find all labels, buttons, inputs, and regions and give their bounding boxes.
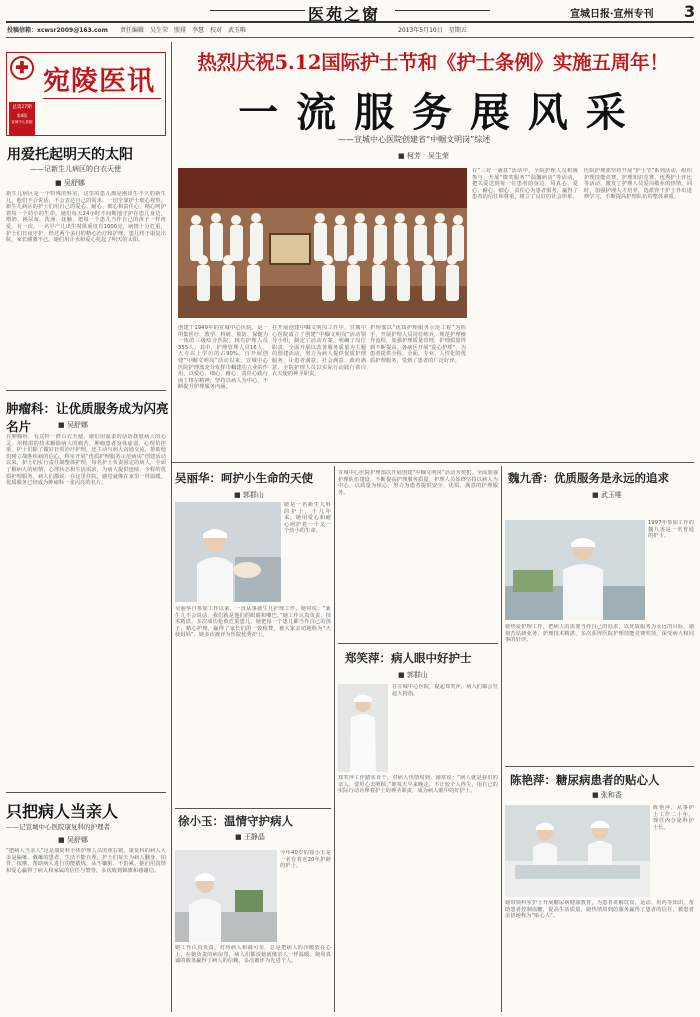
issue-line2: 宣城中心医院 xyxy=(11,120,33,124)
mid-divider xyxy=(334,466,335,1012)
section-title: 医苑之窗 xyxy=(308,5,381,24)
col3-article-byline: ■ 郭群山 xyxy=(398,671,428,679)
right-article-2-body: 她带领科室护士开展糖尿病健康教育，为患者讲解饮食、运动、用药等知识，帮助患者控制血糖，提高生活质量。她热情周到的服务赢得了患者的信任，被患者亲切地称为“贴心人”。 xyxy=(505,900,694,920)
right-article-2-title: 陈艳萍：糖尿病患者的贴心人 xyxy=(510,773,660,787)
main-body-5: 医院护理部坚持开展“护士节”系列活动，组织护理技能竞赛、护理知识竞赛、优秀护士评比等活动，激发了护理人员爱岗敬业的热情。同时，加强护理人才培养，选派骨干护士外出进修学习，不断提高护理队伍的整体素质。 xyxy=(584,168,692,201)
logo-title: 宛陵医讯 xyxy=(43,66,155,97)
mid-article-1-author: 郭群山 xyxy=(242,491,264,499)
mid-article-1-body: 吴丽华自参加工作以来，一直从事新生儿护理工作。她常说：“新生儿不会说话，我们就是他们的眼睛和嘴巴。”她工作认真负责，技术精湛，多次成功抢救危重患儿。她把每一个患儿都当作自己的孩子，精心护理，赢得了家长们的一致称赞，被大家亲切地称为“天使妈妈”。她多次被评为医院优秀护士。 xyxy=(175,606,331,639)
mid-article-1-byline: ■ 郭群山 xyxy=(234,491,264,499)
mid-photo-2 xyxy=(175,850,277,942)
main-body-3: 护理部以“优质护理服务示范工程”为抓手，开展护理人员岗位练兵，规范护理操作流程，加强护理质量管理，护理质量得到不断提高。各病区开展“爱心护理”，为患者提供全程、全面、专业、人性化的优质护理服务，受到了患者的广泛好评。 xyxy=(370,325,466,364)
mid-article-2-author: 王静晶 xyxy=(243,833,265,841)
article-1-subtitle: ——记新生儿病区的白衣天使 xyxy=(30,165,121,173)
left-rule-1 xyxy=(6,390,166,391)
article-3-body: “把病人当亲人”这是康复科全体护理人员的座右铭。康复科的病人大多是偏瘫、截瘫的患者，生活不能自理，护士们每天为病人翻身、拍背、按摩，帮助病人进行功能锻炼，从不嫌脏、不怕累。她们用真情和爱心赢得了病人和家属的信任与赞誉，多次收到锦旗和感谢信。 xyxy=(6,848,166,874)
col3-divider xyxy=(501,466,502,1012)
left-rule-2 xyxy=(6,792,166,793)
nurse-at-desk-illustration xyxy=(175,850,277,942)
main-body-1: 创建于1949年的宣城中心医院，是一所集医疗、教学、科研、预防、保健为一体的三级综合医院。现有护理人员355人，其中，护理管理人员16人，大专以上学历的占90%。自开展创建“中帼文明岗”活动以来，宣城中心医院护理部充分发挥巾帼建功立业的作用，以爱心、细心、耐心、责任心践行南丁格尔精神，坚持以病人为中心，不断提升护理服务内涵。 xyxy=(178,325,268,391)
article-1-byline: ■ 吴舒娜 xyxy=(55,179,85,187)
article-2-author: 吴舒娜 xyxy=(66,421,88,429)
article-3-author: 吴舒娜 xyxy=(66,836,88,844)
col3-article-author: 郭群山 xyxy=(406,671,428,679)
col3-rule xyxy=(338,643,498,644)
main-author: 柯芳 吴生荣 xyxy=(406,152,449,160)
section-rule-right xyxy=(395,10,490,11)
article-2-byline: ■ 吴舒娜 xyxy=(58,421,88,429)
mid-rule xyxy=(175,808,331,809)
right-photo-1 xyxy=(505,520,645,620)
article-3-subtitle: ——记宣城中心医院康复科的护理者 xyxy=(6,823,110,831)
right-article-2-byline: ■ 张和香 xyxy=(592,791,622,799)
group-photo xyxy=(178,168,467,318)
col3-photo xyxy=(338,684,388,772)
mid-article-2-byline: ■ 王静晶 xyxy=(235,833,265,841)
main-body-2: 在开展创建中帼文明岗工作中，宣城中心医院成立了创建“中帼文明岗”活动领导小组，制定了活动方案，明确了岗位职责，全面开展以改善服务质量为主题的创建活动，努力为病人提供优质护理服务，让患者满意、社会满意、政府满意。全院护理人员以实际行动践行着白衣天使的神圣职责。 xyxy=(272,325,366,378)
nurse-with-baby-illustration xyxy=(175,502,281,602)
right-photo-2 xyxy=(505,805,650,897)
column-divider xyxy=(171,42,172,1012)
mid-article-1-lead: 她是一名新生儿科的护士，十几年来，她用爱心和耐心呵护着一个又一个幼小的生命。 xyxy=(284,502,331,535)
article-2-body: 在肿瘤科，有这样一群白衣天使，她们用温柔的话语抚慰病人的心灵，用精湛的技术解除病人的痛苦。肿瘤患者身体虚弱，心理负担重，护士们除了做好日常治疗护理，还主动与病人沟通交流，帮助他们树立战胜疾病的信心。科室开展“优质护理服务示范病房”创建活动以来，护士们实行责任制整体护理，每名护士负责固定的病人，全面了解病人的病情、心理状态和生活需求，为病人提供连续、全程的优质护理服务。病人们都说：在这里住院，感觉就像在家里一样温暖。优质服务已经成为肿瘤科一张闪亮的名片。 xyxy=(6,434,166,487)
mid-article-2-title: 徐小玉：温情守护病人 xyxy=(178,814,293,828)
main-body-4: 在“三好一满意”活动中，全院护理人员积极参与，开展“微笑服务”“温馨病房”等活动，把关爱送到每一位患者的身边，用真心、爱心、耐心、细心、责任心为患者服务，赢得了患者的信任和尊重，树立了良好的社会形象。 xyxy=(472,168,578,201)
main-bottom-rule xyxy=(172,462,694,463)
col3-article-title: 郑笑萍：病人眼中好护士 xyxy=(345,651,472,665)
nurse-group-illustration xyxy=(178,168,467,318)
logo-box xyxy=(6,52,166,136)
nurses-at-bedside-illustration xyxy=(505,805,650,897)
article-3-byline: ■ 吴舒娜 xyxy=(58,836,88,844)
editor-info: 责任编辑 吴生荣 照排 李慧 校对 武玉唯 xyxy=(120,27,247,34)
mid-article-2-body: 她工作认真负责，对待病人和蔼可亲，总是把病人的冷暖放在心上。在她负责的病房里，病人们都说她就像亲人一样温暖。她用真诚的服务赢得了病人的信赖，多次被评为先进个人。 xyxy=(175,945,331,965)
section-rule-left xyxy=(210,10,305,11)
hospital-cross-icon: ✚ xyxy=(10,56,34,80)
article-1-body: 新生儿病区是一个特殊的科室，这里的患儿都是刚出生不久的新生儿，他们不会说话，不会表达自己的需求，一切全靠护士细心观察。新生儿病区的护士们用自己的爱心、耐心、细心和责任心，精心呵护着每一个幼小的生命。她们每天24小时不间断地守护在患儿身边，喂奶、换尿布、洗澡、抚触，把每一个患儿当作自己的孩子一样疼爱。有一次，一名早产儿出生时体重仅有1000克，病情十分危重，护士们日夜守护，经过两个多月的精心治疗和护理，患儿终于康复出院，家长感激不已。她们用汗水和爱心托起了明天的太阳。 xyxy=(6,191,166,244)
mid-article-1-title: 吴丽华：呵护小生命的天使 xyxy=(175,471,313,485)
standing-nurse-illustration xyxy=(338,684,388,772)
mid-article-2-lead: 今年40岁的徐小玉是一名有着近20年护龄的护士。 xyxy=(280,850,331,870)
right-article-1-body: 她热爱护理工作，把病人的需要当作自己的追求，以优质服务为永远的目标。她刻苦钻研业务，护理技术精湛，多次获得医院护理技能竞赛奖项，深受病人和同事的好评。 xyxy=(505,624,694,644)
article-1-author: 吴舒娜 xyxy=(63,179,85,187)
article-3-title: 只把病人当亲人 xyxy=(6,802,119,821)
right-article-1-lead: 1997年参加工作的魏九香是一名普通的护士。 xyxy=(648,520,694,540)
col3-body: 宣城中心医院护理部以开展创建“中帼文明岗”活动为契机，全面加强护理队伍建设，不断提高护理服务质量。护理人员始终坚持以病人为中心，以质量为核心，努力为患者提供安全、优质、满意的护理服务。 xyxy=(338,470,498,496)
right-article-2-lead: 陈艳萍，从事护士工作二十年，现任内分泌科护士长。 xyxy=(653,805,694,831)
right-article-1-title: 魏九香：优质服务是永远的追求 xyxy=(508,471,669,485)
right-article-1-author: 武玉唯 xyxy=(600,491,622,499)
col3-article-body: 郑笑萍工作踏实肯干，对病人热情周到。她常说：“病人就是我们的亲人，要用心去照顾。”她每天早来晚走，不计较个人得失，用自己的实际行动诠释着护士的神圣职责，成为病人眼中的好护士。 xyxy=(338,775,498,795)
issue-line1: 第4版 xyxy=(16,113,28,118)
main-deck: ——宣城中心医院创建省“中帼文明岗”综述 xyxy=(338,135,491,144)
date-line: 2013年5月10日 星期五 xyxy=(398,27,467,34)
nurse-with-infant-illustration xyxy=(505,520,645,620)
article-1-title: 用爱托起明天的太阳 xyxy=(7,147,133,163)
right-article-1-byline: ■ 武玉唯 xyxy=(592,491,622,499)
mid-photo-1 xyxy=(175,502,281,602)
main-headline: 热烈庆祝5.12国际护士节和《护士条例》实施五周年！ xyxy=(197,51,669,74)
page-number: 3 xyxy=(684,2,696,21)
main-byline: ■ 柯芳 吴生荣 xyxy=(398,152,449,160)
info-rule xyxy=(6,37,694,38)
logo-rule xyxy=(43,98,161,99)
right-rule xyxy=(505,766,694,767)
issue-number: 总第27期 xyxy=(12,105,32,110)
main-subhead: 一 流 服 务 展 风 采 xyxy=(238,89,628,136)
paper-name: 宣城日报·宣州专刊 xyxy=(570,9,654,20)
right-article-2-author: 张和香 xyxy=(600,791,622,799)
col3-article-lead: 在宣城中心医院，提起郑笑萍，病人们都会竖起大拇指。 xyxy=(392,684,498,697)
article-2-title: 肿瘤科：让优质服务成为闪亮名片 xyxy=(6,401,169,434)
email: 投稿信箱：xcwsr2009@163.com xyxy=(7,27,108,34)
